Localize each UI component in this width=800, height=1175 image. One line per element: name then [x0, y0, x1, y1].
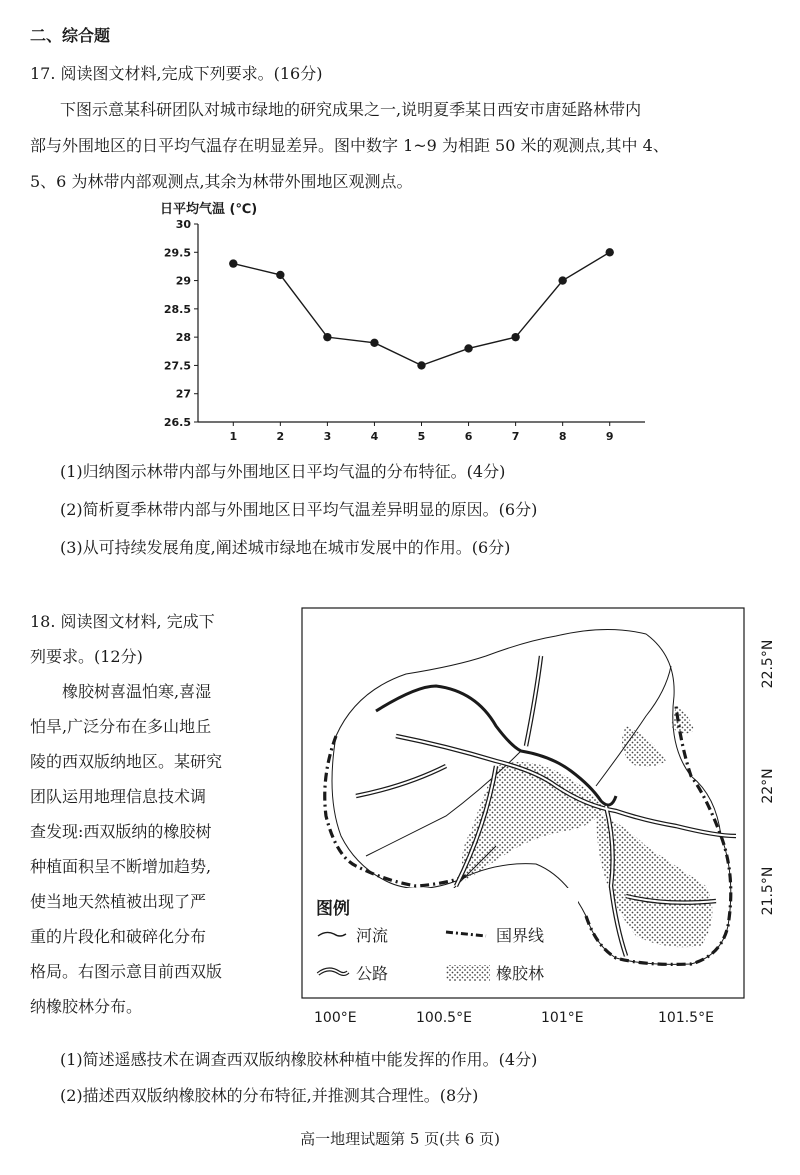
q18-text-line-3: 橡胶树喜温怕寒,喜湿	[30, 682, 212, 701]
y-tick-label: 30	[175, 218, 191, 231]
q18-text-line-9: 使当地天然植被出现了严	[30, 892, 207, 911]
data-point-8	[558, 276, 566, 284]
x-tick-label: 9	[605, 430, 614, 443]
q18-text-line-6: 团队运用地理信息技术调	[30, 787, 207, 806]
q17-para-line-3: 5、6 为林带内部观测点,其余为林带外围地区观测点。	[30, 172, 413, 191]
q18-text-line-1: 18. 阅读图文材料, 完成下	[30, 612, 215, 631]
q17-question-3: (3)从可持续发展角度,阐述城市绿地在城市发展中的作用。(6分)	[60, 538, 511, 557]
lat-label: 21.5°N	[760, 866, 776, 916]
chart-y-label: 日平均气温 (℃)	[160, 202, 258, 217]
q17-para-line-1: 下图示意某科研团队对城市绿地的研究成果之一,说明夏季某日西安市唐延路林带内	[60, 100, 642, 119]
data-point-6	[464, 344, 472, 352]
y-tick-label: 29.5	[163, 246, 191, 260]
x-tick-label: 7	[511, 430, 520, 443]
lat-label: 22°N	[760, 768, 776, 804]
temperature-chart	[150, 198, 660, 448]
lon-label: 101.5°E	[658, 1010, 714, 1026]
y-tick-label: 26.5	[163, 416, 191, 429]
q18-text-line-8: 种植面积呈不断增加趋势,	[30, 857, 212, 876]
x-tick-label: 2	[276, 430, 285, 443]
lat-label: 22.5°N	[760, 639, 776, 689]
q18-text-line-5: 陵的西双版纳地区。某研究	[30, 752, 223, 771]
x-tick-label: 1	[229, 430, 238, 443]
y-tick-label: 29	[175, 274, 191, 288]
data-point-2	[276, 271, 284, 279]
lon-label: 101°E	[541, 1010, 584, 1026]
data-point-1	[229, 259, 237, 267]
q18-question-2: (2)描述西双版纳橡胶林的分布特征,并推测其合理性。(8分)	[60, 1086, 479, 1105]
legend-rubber-label: 橡胶林	[496, 964, 545, 983]
data-point-5	[417, 361, 425, 369]
legend-rubber-symbol	[446, 965, 490, 981]
x-tick-label: 3	[323, 430, 332, 443]
x-tick-label: 6	[464, 430, 473, 443]
q18-text-line-12: 纳橡胶林分布。	[30, 997, 143, 1016]
q18-text-line-4: 怕旱,广泛分布在多山地丘	[30, 717, 212, 736]
data-point-7	[511, 333, 519, 341]
q17-question-1: (1)归纳图示林带内部与外围地区日平均气温的分布特征。(4分)	[60, 462, 506, 481]
page-footer: 高一地理试题第 5 页(共 6 页)	[300, 1130, 500, 1148]
lon-label: 100°E	[314, 1010, 357, 1026]
y-tick-label: 28	[175, 331, 191, 345]
data-point-4	[370, 339, 378, 347]
x-tick-label: 8	[558, 430, 567, 443]
q18-question-1: (1)简述遥感技术在调查西双版纳橡胶林种植中能发挥的作用。(4分)	[60, 1050, 538, 1069]
y-tick-label: 27	[175, 387, 191, 401]
data-point-9	[606, 248, 614, 256]
lon-label: 100.5°E	[416, 1010, 472, 1026]
temperature-series-line	[233, 252, 609, 365]
q18-text-line-2: 列要求。(12分)	[30, 647, 143, 666]
section-title: 二、综合题	[30, 26, 111, 45]
y-tick-label: 27.5	[163, 359, 191, 373]
q18-text-line-7: 查发现:西双版纳的橡胶树	[30, 822, 212, 841]
y-tick-label: 28.5	[163, 302, 191, 316]
x-tick-label: 4	[370, 430, 379, 443]
legend-border-label: 国界线	[496, 926, 545, 945]
q17-header: 17. 阅读图文材料,完成下列要求。(16分)	[30, 64, 323, 83]
legend-road-label: 公路	[356, 964, 389, 983]
x-tick-label: 5	[417, 430, 426, 443]
q17-para-line-2: 部与外围地区的日平均气温存在明显差异。图中数字 1~9 为相距 50 米的观测点,其中 4、	[30, 136, 669, 155]
q18-text-line-11: 格局。右图示意目前西双版	[30, 962, 223, 981]
data-point-3	[323, 333, 331, 341]
q18-text-line-10: 重的片段化和破碎化分布	[30, 927, 207, 946]
q17-question-2: (2)简析夏季林带内部与外围地区日平均气温差异明显的原因。(6分)	[60, 500, 538, 519]
legend-river-label: 河流	[356, 926, 389, 945]
rubber-forest-map	[296, 596, 792, 1032]
legend-title: 图例	[316, 899, 350, 919]
